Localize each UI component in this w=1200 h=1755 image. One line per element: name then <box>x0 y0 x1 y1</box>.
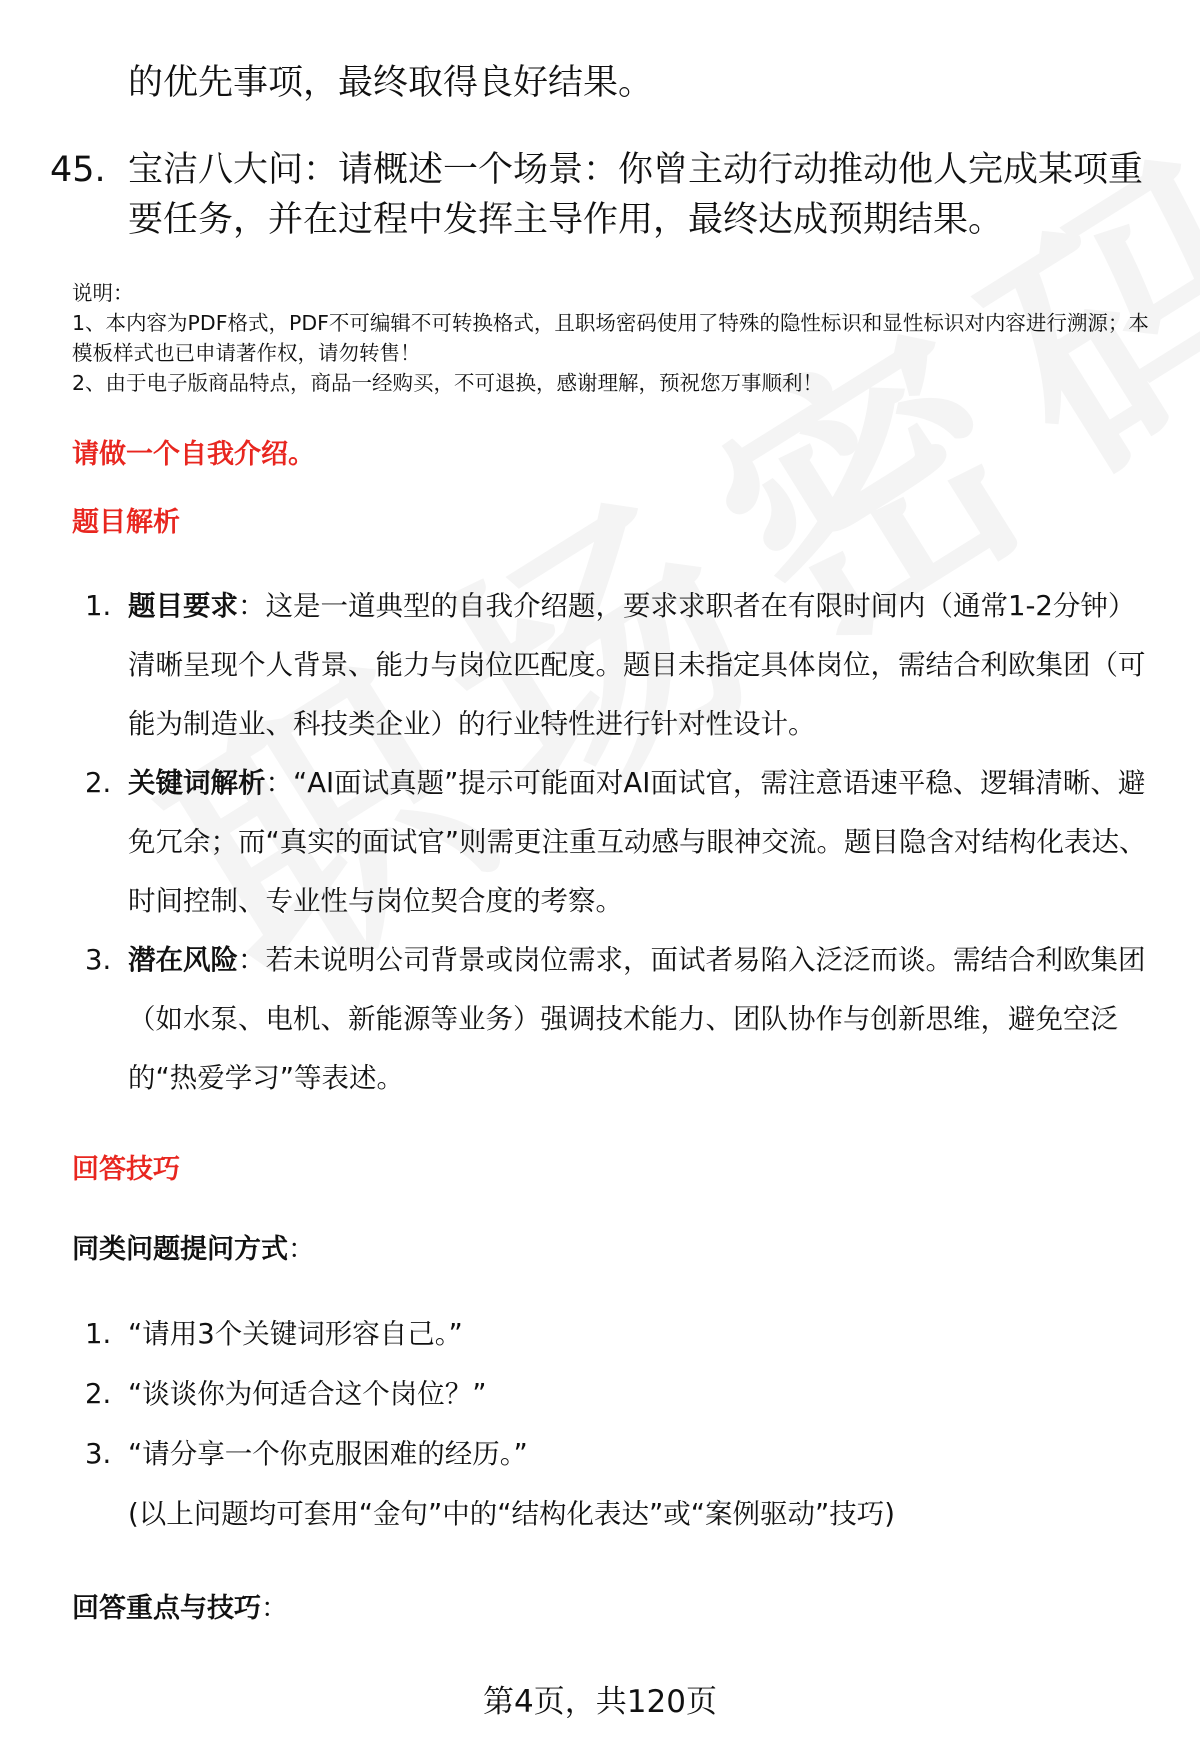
item-title: 题目要求 <box>128 590 238 622</box>
item-number: 3. <box>85 1438 112 1470</box>
item-text: “请用3个关键词形容自己。” <box>128 1318 463 1350</box>
notes-line-2: 2、由于电子版商品特点，商品一经购买，不可退换，感谢理解，预祝您万事顺利！ <box>72 371 824 395</box>
notes-line-1: 1、本内容为PDF格式，PDF不可编辑不可转换格式，且职场密码使用了特殊的隐性标识和显性标识对内容进行溯源；本模板样式也已申请著作权，请勿转售！ <box>72 311 1149 365</box>
item-text: “谈谈你为何适合这个岗位？” <box>128 1378 487 1410</box>
item-sep: ： <box>265 767 293 799</box>
question-text: 宝洁八大问：请概述一个场景：你曾主动行动推动他人完成某项重要任务，并在过程中发挥主导作用，最终达成预期结果。 <box>128 150 1144 240</box>
item-text: 若未说明公司背景或岗位需求，面试者易陷入泛泛而谈。需结合利欧集团（如水泵、电机、新能源等业务）强调技术能力、团队协作与创新思维，避免空泛的“热爱学习”等表述。 <box>128 944 1146 1094</box>
similar-heading <box>72 1227 315 1266</box>
key-heading-colon: ： <box>261 1593 288 1624</box>
item-number: 1. <box>85 590 112 622</box>
key-heading <box>72 1586 288 1625</box>
list-item <box>85 1424 1160 1484</box>
similar-list <box>85 1304 1160 1544</box>
item-number: 3. <box>85 944 112 976</box>
item-text: 这是一道典型的自我介绍题，要求求职者在有限时间内（通常1-2分钟）清晰呈现个人背景、能力与岗位匹配度。题目未指定具体岗位，需结合利欧集团（可能为制造业、科技类企业）的行业特性进行针对性设计。 <box>128 590 1146 740</box>
list-item <box>85 1304 1160 1364</box>
similar-heading-text: 同类问题提问方式 <box>72 1234 288 1265</box>
continuation-text: 的优先事项，最终取得良好结果。 <box>128 63 654 103</box>
analysis-heading: 题目解析 <box>72 507 180 538</box>
notes-label: 说明： <box>72 281 134 305</box>
item-number: 1. <box>85 1318 112 1350</box>
note-text: (以上问题均可套用“金句”中的“结构化表达”或“案例驱动”技巧) <box>128 1498 895 1530</box>
item-text: “AI面试真题”提示可能面对AI面试官，需注意语速平稳、逻辑清晰、避免冗余；而“真实的面试官”则需更注重互动感与眼神交流。题目隐含对结构化表达、时间控制、专业性与岗位契合度的考察。 <box>128 767 1147 917</box>
question-number: 45. <box>50 150 106 190</box>
similar-note <box>85 1484 1160 1544</box>
similar-heading-colon: ： <box>288 1234 315 1265</box>
item-title: 潜在风险 <box>128 944 238 976</box>
intro-heading: 请做一个自我介绍。 <box>72 439 315 470</box>
notes <box>72 278 1162 398</box>
question-45 <box>50 145 1150 245</box>
item-title: 关键词解析 <box>128 767 266 799</box>
list-item <box>85 931 1160 1108</box>
item-number: 2. <box>85 767 112 799</box>
list-item <box>85 754 1160 931</box>
tips-heading: 回答技巧 <box>72 1154 180 1185</box>
page-footer: 第4页，共120页 <box>483 1684 717 1720</box>
list-item <box>85 577 1160 754</box>
key-heading-text: 回答重点与技巧 <box>72 1593 261 1624</box>
analysis-list <box>85 577 1160 1108</box>
list-item <box>85 1364 1160 1424</box>
item-number: 2. <box>85 1378 112 1410</box>
item-text: “请分享一个你克服困难的经历。” <box>128 1438 528 1470</box>
item-sep: ： <box>238 944 266 976</box>
item-sep: ： <box>238 590 266 622</box>
